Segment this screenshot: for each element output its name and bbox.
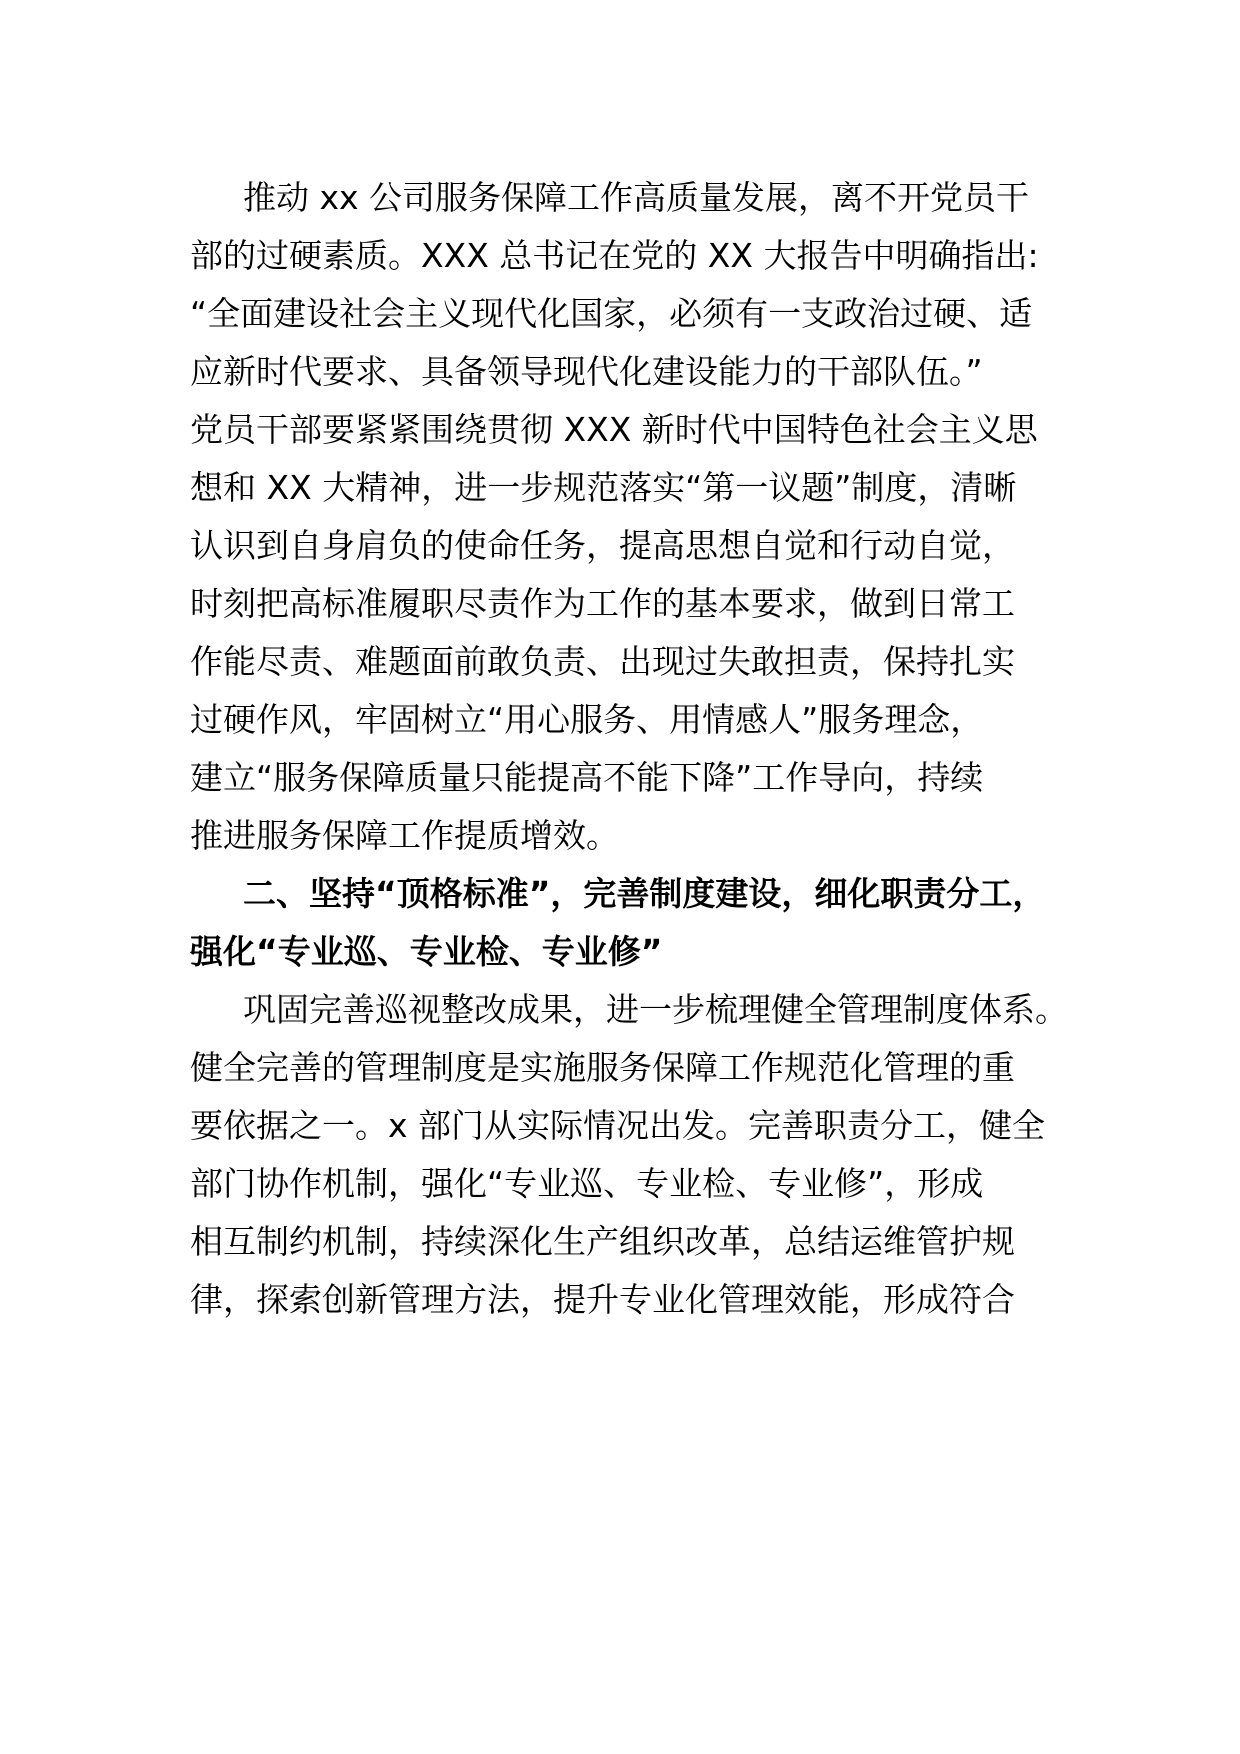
paragraph-1-line-7: 认识到自身肩负的使命任务，提高思想自觉和行动自觉， [190, 526, 1015, 565]
paragraph-1-line-1: 推动 xx 公司服务保障工作高质量发展，离不开党员干 [243, 178, 1030, 217]
paragraph-2-line-6: 律，探索创新管理方法，提升专业化管理效能，形成符合 [190, 1280, 1015, 1319]
paragraph-2-line-1: 巩固完善巡视整改成果，进一步梳理健全管理制度体系。 [243, 990, 1068, 1029]
section-heading-line-2: 强化“专业巡、专业检、专业修” [190, 932, 663, 971]
paragraph-1-line-12: 推进服务保障工作提质增效。 [190, 816, 619, 855]
paragraph-1-line-11: 建立“服务保障质量只能提高不能下降”工作导向，持续 [190, 758, 984, 797]
paragraph-1-line-4: 应新时代要求、具备领导现代化建设能力的干部队伍。” [190, 352, 983, 391]
section-heading-line-1: 二、坚持“顶格标准”，完善制度建设，细化职责分工， [243, 874, 1046, 913]
paragraph-2-line-4: 部门协作机制，强化“专业巡、专业检、专业修”，形成 [190, 1164, 984, 1203]
paragraph-1-line-10: 过硬作风，牢固树立“用心服务、用情感人”服务理念， [190, 700, 984, 739]
paragraph-2-line-3: 要依据之一。x 部门从实际情况出发。完善职责分工，健全 [190, 1106, 1046, 1145]
paragraph-1-line-3: “全面建设社会主义现代化国家，必须有一支政治过硬、适 [190, 294, 1033, 333]
paragraph-1-line-5: 党员干部要紧紧围绕贯彻 XXX 新时代中国特色社会主义思 [190, 410, 1038, 449]
paragraph-2-line-5: 相互制约机制，持续深化生产组织改革，总结运维管护规 [190, 1222, 1015, 1261]
paragraph-2-line-2: 健全完善的管理制度是实施服务保障工作规范化管理的重 [190, 1048, 1015, 1087]
paragraph-1-line-9: 作能尽责、难题面前敢负责、出现过失敢担责，保持扎实 [190, 642, 1015, 681]
paragraph-1-line-8: 时刻把高标准履职尽责作为工作的基本要求，做到日常工 [190, 584, 1015, 623]
paragraph-1-line-6: 想和 XX 大精神，进一步规范落实“第一议题”制度，清晰 [190, 468, 1017, 507]
paragraph-1-line-2: 部的过硬素质。XXX 总书记在党的 XX 大报告中明确指出: [190, 236, 1039, 275]
